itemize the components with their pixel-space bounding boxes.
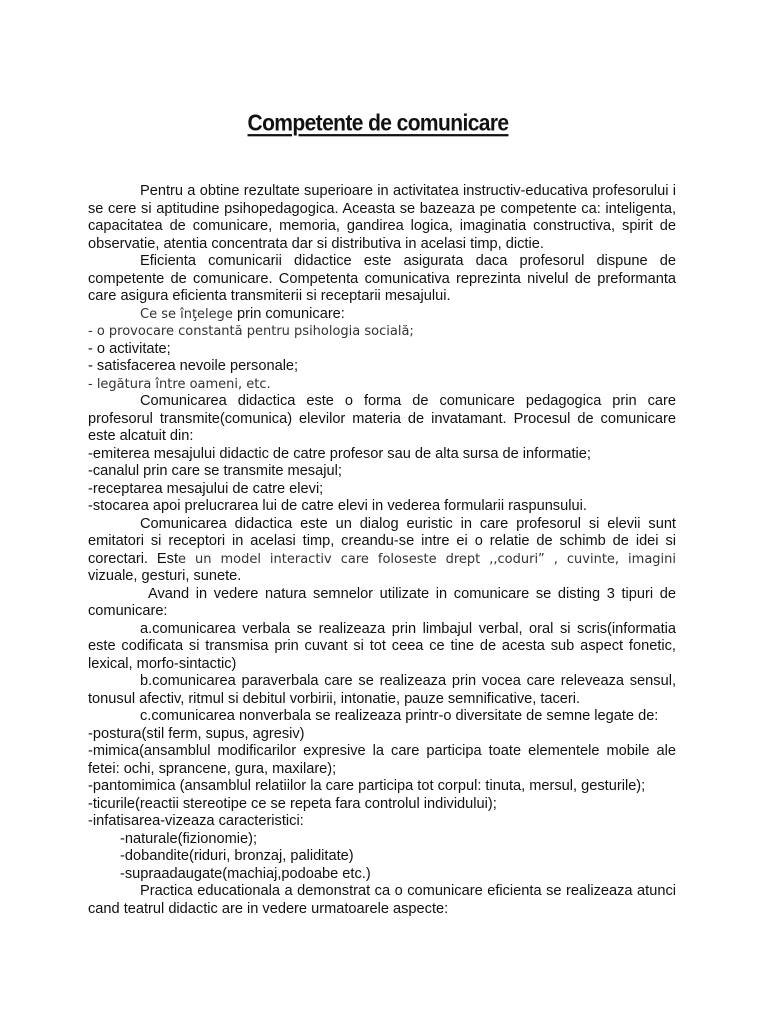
list-item: - satisfacerea nevoile personale;	[88, 358, 299, 374]
paragraph-comunicarea-didactica: Comunicarea didactica este o forma de comunicare pedagogica prin care profesorul transmite(comunica) elevilor materia de invatamant. Procesul de comunicare este alcatuit din:	[88, 393, 676, 444]
document-body	[88, 183, 676, 918]
list-item: -supraadaugate(machiaj,podoabe etc.)	[120, 865, 371, 882]
paragraph-practica-educationala: Practica educationala a demonstrat ca o comunicare eficienta se realizeaza atunci cand teatrul didactic are in vedere urmatoarele aspecte:	[88, 883, 676, 917]
list-comunicare-definitii	[88, 323, 676, 393]
list-item: -emiterea mesajului didactic de catre profesor sau de alta sursa de informatie;	[88, 445, 591, 462]
list-caracteristici	[88, 831, 676, 884]
text-model-interactiv: e un model interactiv care foloseste drept ,,coduri” , cuvinte, imagini	[178, 551, 676, 567]
list-semne-nonverbale	[88, 726, 676, 831]
list-item: -receptarea mesajului de catre elevi;	[88, 480, 324, 497]
list-item: -postura(stil ferm, supus, agresiv)	[88, 725, 305, 742]
list-item: -ticurile(reactii stereotipe ce se repeta fara controlul individului);	[88, 795, 497, 812]
list-item: -infatisarea-vizeaza caracteristici:	[88, 813, 304, 829]
list-item: -dobandite(riduri, bronzaj, paliditate)	[120, 848, 354, 864]
document-title: Competente de comunicare	[247, 110, 509, 137]
text-vizuale: vizuale, gesturi, sunete.	[88, 568, 242, 584]
list-proces-comunicare	[88, 446, 676, 516]
paragraph-dialog-euristic	[88, 516, 676, 586]
text-prin-comunicare: prin comunicare:	[232, 305, 345, 322]
list-item: -canalul prin care se transmite mesajul;	[88, 463, 342, 479]
list-item: - o activitate;	[88, 340, 171, 357]
text-dialog-euristic: Comunicarea didactica este un dialog euristic in care profesorul si elevii sunt emitatori si receptori in acelasi timp, creandu-se intre ei o relatie de schimb de idei si corectari. Est	[88, 515, 676, 567]
list-item: - legătura între oameni, etc.	[88, 376, 271, 392]
list-item: -mimica(ansamblul modificarilor expresive la care participa toate elementele mobile ale fetei: ochi, sprancene, gura, maxilare);	[88, 743, 676, 777]
paragraph-eficienta: Eficienta comunicarii didactice este asigurata daca profesorul dispune de competente de comunicare. Competenta comunicativa reprezinta nivelul de preformanta care asigura eficienta transmiterii si receptarii mesajului.	[88, 253, 676, 304]
list-item: - o provocare constantă pentru psihologia socială;	[88, 324, 414, 339]
paragraph-intro: Pentru a obtine rezultate superioare in activitatea instructiv-educativa profesorului i se cere si aptitudine psihopedagogica. Aceasta se bazeaza pe competente ca: inteligenta, capacitatea de comunicare, memoria, gandirea logica, imaginatia constructiva, spirit de observatie, atentia concentrata dar si distributiva in acelasi timp, dictie.	[88, 183, 676, 252]
text-ce-se-intelege: Ce se înţelege	[140, 306, 233, 322]
list-item: -pantomimica (ansamblul relatiilor la care participa tot corpul: tinuta, mersul, gesturile);	[88, 778, 646, 794]
paragraph-comunicare-nonverbala: c.comunicarea nonverbala se realizeaza printr-o diversitate de semne legate de:	[140, 708, 659, 724]
paragraph-tipuri-comunicare: Avand in vedere natura semnelor utilizate in comunicare se disting 3 tipuri de comunicare:	[88, 585, 676, 619]
list-item: -stocarea apoi prelucrarea lui de catre elevi in vederea formularii raspunsului.	[88, 498, 587, 514]
paragraph-comunicare-paraverbala: b.comunicarea paraverbala care se realizeaza prin vocea care releveaza sensul, tonusul afectiv, ritmul si debitul vorbirii, intonatie, pauze semnificative, taceri.	[88, 673, 676, 707]
list-item: -naturale(fizionomie);	[120, 830, 258, 847]
paragraph-ce-se-intelege	[88, 306, 676, 324]
paragraph-comunicare-verbala: a.comunicarea verbala se realizeaza prin limbajul verbal, oral si scris(informatia este codificata si transmisa prin cuvant si tot ceea ce tine de acesta sub aspect fonetic, lexical, morfo-sintactic)	[88, 620, 676, 672]
